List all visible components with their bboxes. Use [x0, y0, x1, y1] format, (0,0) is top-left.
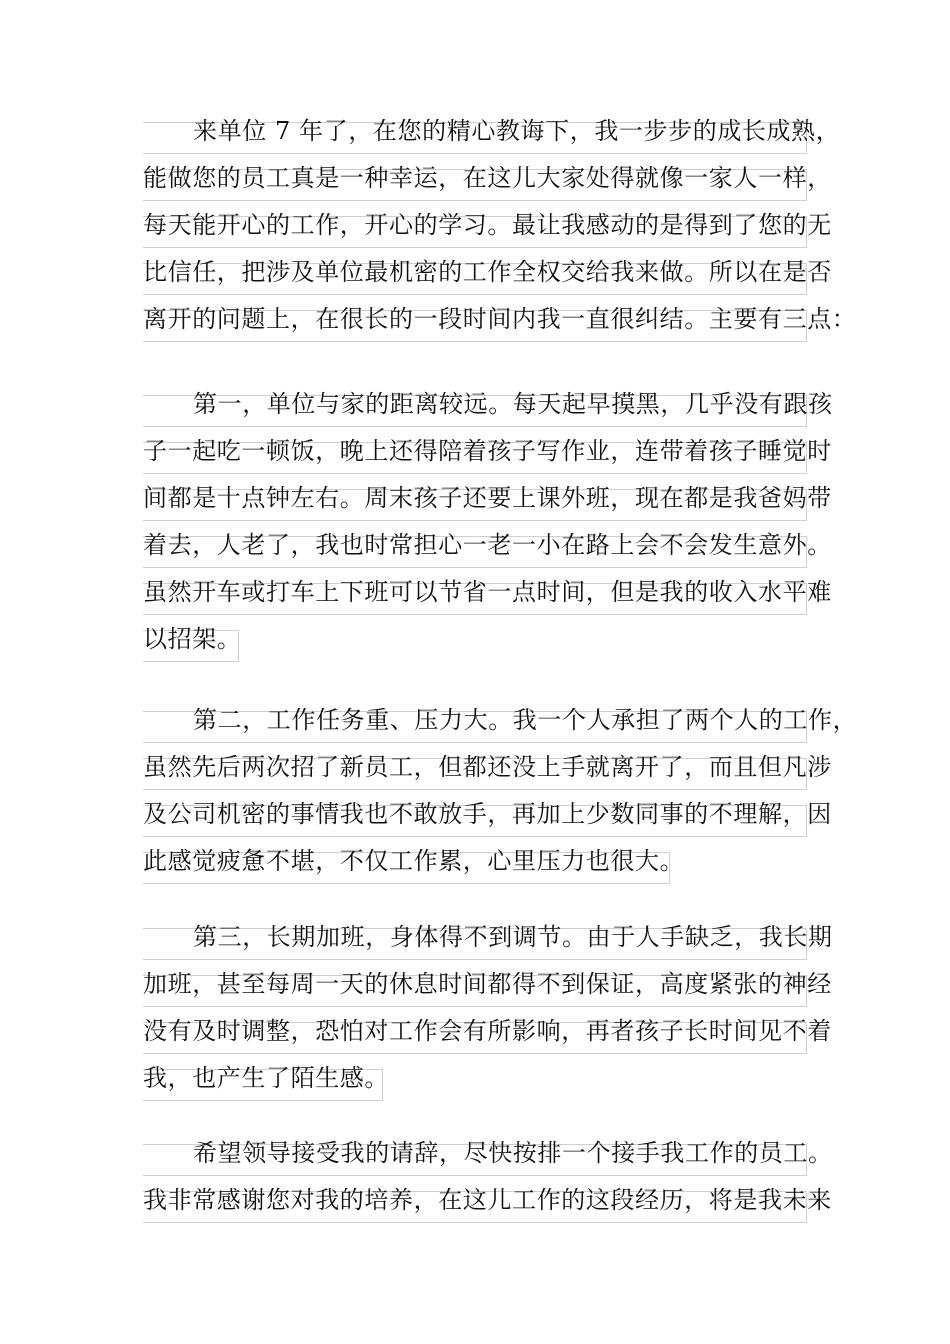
text-line-content: 没有及时调整，恐怕对工作会有所影响，再者孩子长时间见不着	[143, 1017, 832, 1045]
text-line-content: 能做您的员工真是一种幸运，在这儿大家处得就像一家人一样，	[143, 164, 832, 192]
text-line-content: 来单位 7 年了，在您的精心教诲下，我一步步的成长成熟，	[193, 117, 841, 145]
text-line-content: 每天能开心的工作，开心的学习。最让我感动的是得到了您的无	[143, 211, 832, 239]
text-line-content: 间都是十点钟左右。周末孩子还要上课外班，现在都是我爸妈带	[143, 484, 832, 512]
text-line-content: 着去，人老了，我也时常担心一老一小在路上会不会发生意外。	[143, 531, 832, 559]
text-line-content: 我非常感谢您对我的培养，在这儿工作的这段经历，将是我未来	[143, 1186, 832, 1214]
text-line-content: 第三，长期加班，身体得不到调节。由于人手缺乏，我长期	[193, 923, 833, 951]
text-line-content: 离开的问题上，在很长的一段时间内我一直很纠结。主要有三点：	[143, 305, 857, 333]
text-line-content: 此感觉疲惫不堪，不仅工作累，心里压力也很大。	[143, 847, 685, 875]
text-line-content: 我，也产生了陌生感。	[143, 1064, 389, 1092]
text-line-content: 及公司机密的事情我也不敢放手，再加上少数同事的不理解，因	[143, 800, 832, 828]
text-line-content: 比信任，把涉及单位最机密的工作全权交给我来做。所以在是否	[143, 258, 832, 286]
text-line-content: 虽然开车或打车上下班可以节省一点时间，但是我的收入水平难	[143, 578, 832, 606]
text-line-content: 虽然先后两次招了新员工，但都还没上手就离开了，而且但凡涉	[143, 753, 832, 781]
text-line-content: 以招架。	[143, 625, 242, 653]
text-line-content: 第二，工作任务重、压力大。我一个人承担了两个人的工作，	[193, 706, 858, 734]
text-line-content: 希望领导接受我的请辞，尽快按排一个接手我工作的员工。	[193, 1139, 833, 1167]
text-line-content: 加班，甚至每周一天的休息时间都得不到保证，高度紧张的神经	[143, 970, 832, 998]
text-line-content: 子一起吃一顿饭，晚上还得陪着孩子写作业，连带着孩子睡觉时	[143, 437, 832, 465]
text-line-content: 第一，单位与家的距离较远。每天起早摸黑，几乎没有跟孩	[193, 390, 833, 418]
